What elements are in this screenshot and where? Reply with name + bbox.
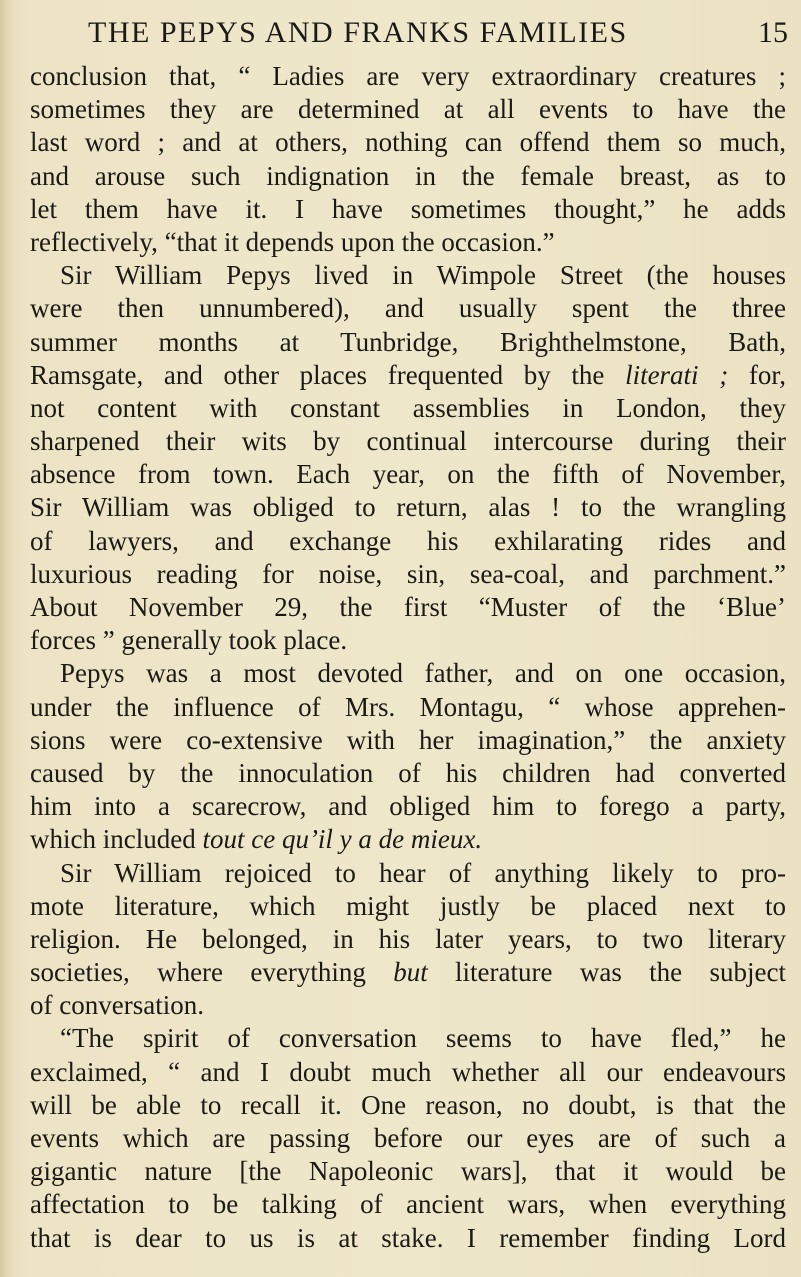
running-title: THE PEPYS AND FRANKS FAMILIES bbox=[88, 16, 628, 49]
text-line: About November 29, the first “Muster of the ‘Blue’ bbox=[30, 592, 786, 622]
text-line: events which are passing before our eyes are of such a bbox=[30, 1123, 786, 1153]
text-line: sions were co-extensive with her imagination,” the anxiety bbox=[30, 724, 786, 755]
italic-run: tout ce qu’il y a de mieux. bbox=[202, 824, 483, 855]
text-line: last word ; and at others, nothing can offend them so much, bbox=[30, 127, 786, 158]
text-line: sometimes they are determined at all events to have the bbox=[30, 94, 786, 125]
text-line: Pepys was a most devoted father, and on one occasion, bbox=[60, 658, 786, 689]
text-line: reflectively, “that it depends upon the occasion.” bbox=[30, 226, 555, 257]
text-line: Sir William Pepys lived in Wimpole Street (the houses bbox=[60, 260, 786, 291]
text-run: for, bbox=[728, 359, 786, 390]
text-line: luxurious reading for noise, sin, sea-coal, and parchment.” bbox=[30, 558, 786, 589]
text-run: societies, where everything bbox=[30, 957, 394, 988]
text-line: that is dear to us is at stake. I remember finding Lord bbox=[30, 1222, 786, 1253]
text-line: him into a scarecrow, and obliged him to forego a party, bbox=[30, 791, 786, 822]
text-line: forces ” generally took place. bbox=[30, 625, 348, 656]
text-line bbox=[30, 823, 786, 856]
page-number: 15 bbox=[758, 16, 788, 49]
text-line: affectation to be talking of ancient wars, when everything bbox=[30, 1189, 786, 1220]
text-run: Ramsgate, and other places frequented by the bbox=[30, 359, 626, 390]
text-line: “The spirit of conversation seems to have fled,” he bbox=[60, 1023, 786, 1054]
text-line: sharpened their wits by continual intercourse during their bbox=[30, 426, 786, 457]
text-run: literature was the subject bbox=[427, 957, 786, 988]
text-line: exclaimed, “ and I doubt much whether all our endeavours bbox=[30, 1056, 786, 1087]
italic-run: literati ; bbox=[625, 359, 729, 390]
italic-run: but bbox=[393, 957, 428, 988]
text-line: and arouse such indignation in the female breast, as to bbox=[30, 160, 786, 191]
text-line bbox=[30, 359, 786, 392]
text-line: of lawyers, and exchange his exhilarating rides and bbox=[30, 525, 786, 556]
text-run: which included bbox=[30, 824, 203, 855]
text-line: Sir William was obliged to return, alas ! to the wrangling bbox=[30, 492, 786, 523]
text-line: let them have it. I have sometimes thought,” he adds bbox=[30, 193, 786, 224]
text-line: conclusion that, “ Ladies are very extraordinary creatures ; bbox=[30, 61, 786, 91]
running-header bbox=[88, 16, 788, 60]
text-line: absence from town. Each year, on the fifth of November, bbox=[30, 459, 786, 490]
text-line: not content with constant assemblies in London, they bbox=[30, 392, 786, 423]
text-line: were then unnumbered), and usually spent the three bbox=[30, 293, 786, 324]
text-line: summer months at Tunbridge, Brighthelmstone, Bath, bbox=[30, 326, 786, 357]
text-line: under the influence of Mrs. Montagu, “ whose apprehen- bbox=[30, 691, 786, 722]
body-text bbox=[30, 60, 786, 1255]
text-line bbox=[30, 956, 786, 989]
text-line: mote literature, which might justly be placed next to bbox=[30, 890, 786, 921]
text-line: caused by the innoculation of his children had converted bbox=[30, 757, 786, 788]
text-line: religion. He belonged, in his later years, to two literary bbox=[30, 923, 786, 954]
text-line: of conversation. bbox=[30, 990, 204, 1021]
page-gutter-shadow bbox=[0, 0, 14, 1277]
text-line: gigantic nature [the Napoleonic wars], that it would be bbox=[30, 1156, 786, 1187]
text-line: will be able to recall it. One reason, no doubt, is that the bbox=[30, 1089, 786, 1120]
text-line: Sir William rejoiced to hear of anything likely to pro- bbox=[60, 857, 786, 888]
